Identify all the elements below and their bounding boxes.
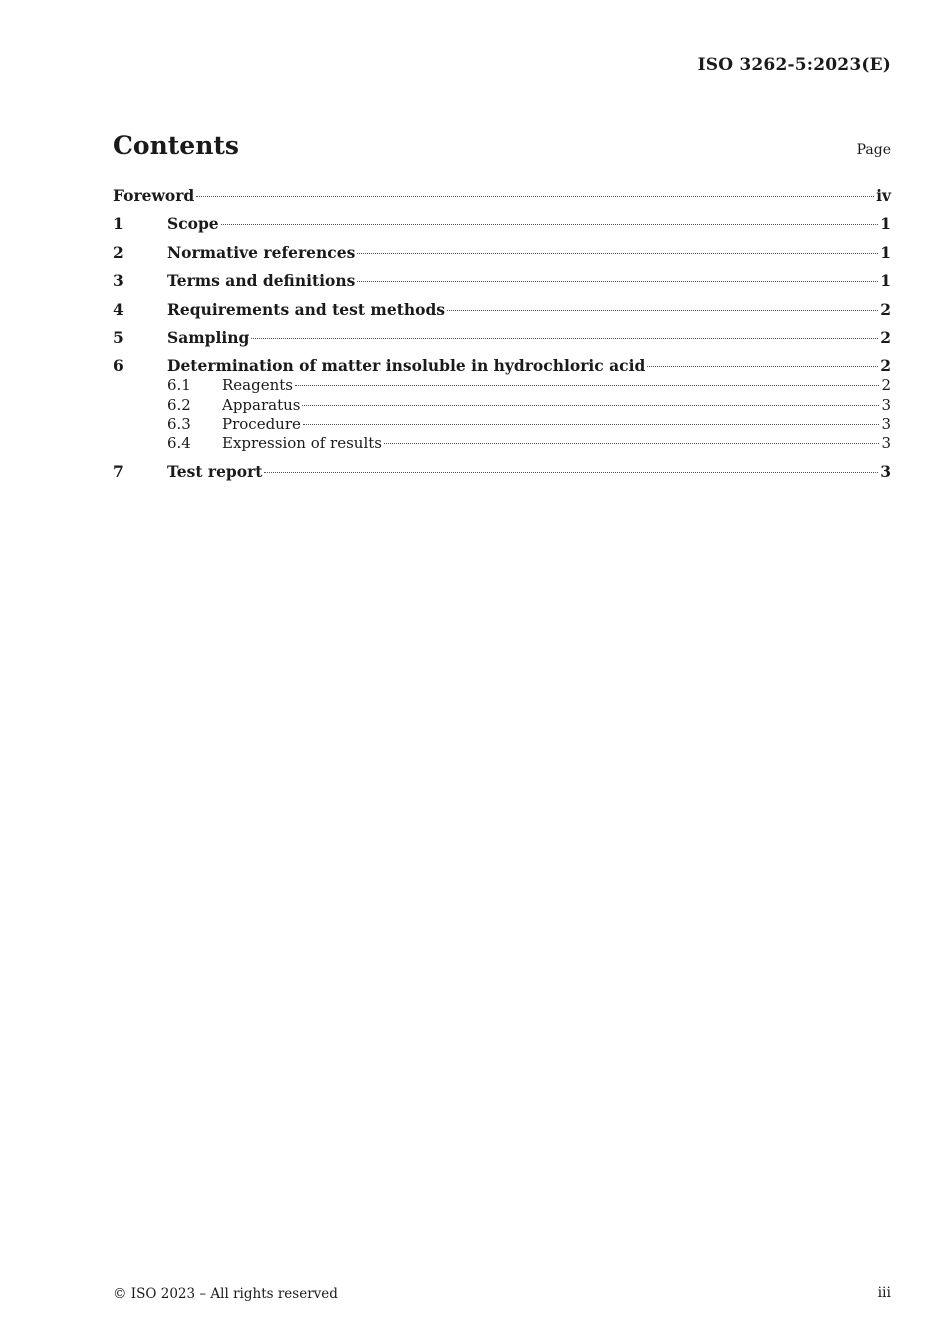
toc-entry-number: 7 [113,461,124,481]
toc-entry-page: 1 [880,214,891,234]
dot-leader [303,424,880,425]
page-number: iii [877,1285,891,1301]
toc-subentry-apparatus[interactable] [113,396,891,415]
dot-leader [251,338,878,339]
dot-leader [221,224,879,225]
toc-entry-page: iv [876,186,891,205]
toc-subentry-title: Apparatus [222,395,301,414]
toc-subentry-page: 3 [881,433,891,452]
toc-entry-test-report[interactable] [113,462,891,490]
toc-entry-determination-of-matter-insoluble[interactable] [113,356,891,376]
toc-entry-page: 2 [880,327,891,347]
toc-entry-title: Requirements and test methods [167,299,446,319]
dot-leader [357,253,878,254]
dot-leader [196,196,874,197]
dot-leader [302,405,879,406]
toc-entry-number: 3 [113,271,124,291]
copyright-notice: © ISO 2023 – All rights reserved [113,1286,338,1302]
toc-subentry-expression-of-results[interactable] [113,434,891,462]
toc-entry-page: 2 [880,299,891,319]
toc-entry-number: 4 [113,299,124,319]
toc-entry-title: Scope [167,214,219,234]
toc-subentry-page: 3 [881,414,891,433]
toc-subentry-page: 3 [881,395,891,414]
toc-entry-number: 1 [113,214,124,234]
dot-leader [264,472,878,473]
toc-entry-page: 3 [880,461,891,481]
toc-entry-normative-references[interactable] [113,243,891,271]
table-of-contents [113,186,891,490]
dot-leader [295,385,879,386]
toc-subentry-number: 6.2 [167,395,191,414]
toc-entry-title: Foreword [113,186,195,205]
dot-leader [384,443,879,444]
dot-leader [447,310,878,311]
toc-entry-page: 2 [880,356,891,376]
toc-entry-number: 6 [113,356,124,376]
toc-subentry-page: 2 [881,376,891,395]
toc-subentry-title: Reagents [222,376,293,395]
contents-title: Contents [113,131,240,160]
toc-entry-number: 5 [113,327,124,347]
toc-subentry-reagents[interactable] [113,376,891,395]
toc-entry-number: 2 [113,242,124,262]
toc-entry-foreword[interactable] [113,186,891,214]
document-id: ISO 3262-5:2023(E) [697,55,891,75]
toc-entry-title: Normative references [167,242,356,262]
toc-entry-terms-and-definitions[interactable] [113,271,891,299]
toc-entry-page: 1 [880,271,891,291]
toc-subentry-number: 6.3 [167,414,191,433]
toc-subentry-title: Procedure [222,414,301,433]
toc-entry-sampling[interactable] [113,328,891,356]
toc-subentry-procedure[interactable] [113,415,891,434]
toc-entry-title: Test report [167,461,263,481]
toc-entry-title: Sampling [167,327,250,347]
toc-entry-title: Determination of matter insoluble in hydrochloric acid [167,356,646,376]
toc-subentry-title: Expression of results [222,433,382,452]
toc-subentry-number: 6.4 [167,433,191,452]
toc-entry-scope[interactable] [113,214,891,242]
toc-entry-page: 1 [880,242,891,262]
toc-subentry-number: 6.1 [167,376,191,395]
dot-leader [647,366,878,367]
dot-leader [357,281,878,282]
page-column-label: Page [856,142,891,158]
toc-entry-title: Terms and definitions [167,271,356,291]
toc-entry-requirements-and-test-methods[interactable] [113,300,891,328]
